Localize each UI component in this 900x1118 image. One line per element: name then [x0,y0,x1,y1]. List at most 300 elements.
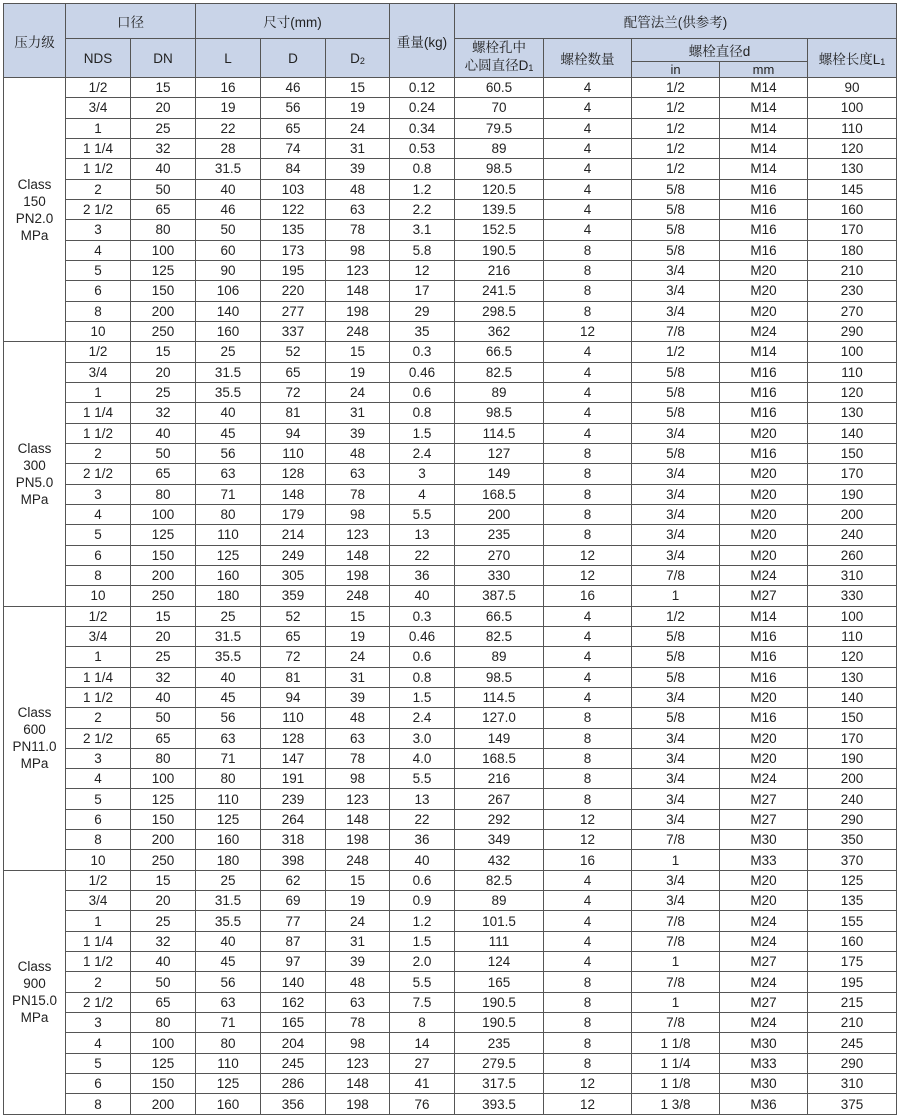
cell-bolt-dia-in: 3/4 [632,891,720,911]
cell-bolt-dia-in: 5/8 [632,647,720,667]
cell-bolt-length: 170 [808,728,897,748]
cell-bolt-circle-d1: 216 [455,260,544,280]
cell-bolt-length: 160 [808,199,897,219]
cell-bolt-length: 150 [808,708,897,728]
cell-weight: 29 [390,301,455,321]
cell-l: 35.5 [196,911,261,931]
cell-bolt-dia-in: 1/2 [632,342,720,362]
cell-l: 63 [196,464,261,484]
cell-l: 160 [196,565,261,585]
header-flange: 配管法兰(供参考) [455,4,897,39]
cell-bolt-count: 8 [544,748,632,768]
table-row [4,98,897,118]
cell-weight: 8 [390,1013,455,1033]
cell-bolt-count: 12 [544,1094,632,1114]
cell-l: 125 [196,1074,261,1094]
cell-dn: 200 [131,301,196,321]
cell-l: 40 [196,403,261,423]
header-dimensions: 尺寸(mm) [196,4,390,39]
cell-l: 35.5 [196,382,261,402]
cell-l: 180 [196,850,261,870]
cell-bolt-circle-d1: 241.5 [455,281,544,301]
cell-l: 31.5 [196,362,261,382]
cell-bolt-dia-mm: M16 [720,179,808,199]
cell-bolt-circle-d1: 190.5 [455,992,544,1012]
cell-d: 162 [261,992,326,1012]
cell-bolt-dia-mm: M20 [720,728,808,748]
cell-l: 35.5 [196,647,261,667]
cell-d: 179 [261,504,326,524]
cell-d: 84 [261,159,326,179]
header-bore: 口径 [66,4,196,39]
table-header [4,4,897,78]
cell-dn: 80 [131,748,196,768]
cell-d2: 63 [326,728,390,748]
cell-d2: 198 [326,830,390,850]
cell-dn: 150 [131,545,196,565]
cell-dn: 150 [131,281,196,301]
cell-d2: 78 [326,1013,390,1033]
cell-bolt-length: 240 [808,789,897,809]
cell-d: 356 [261,1094,326,1114]
cell-bolt-count: 4 [544,118,632,138]
cell-nds: 1 [66,647,131,667]
cell-l: 90 [196,260,261,280]
cell-weight: 4.0 [390,748,455,768]
cell-weight: 5.8 [390,240,455,260]
cell-bolt-dia-mm: M20 [720,525,808,545]
cell-weight: 0.6 [390,870,455,890]
cell-nds: 8 [66,301,131,321]
cell-dn: 125 [131,525,196,545]
cell-d: 359 [261,586,326,606]
cell-dn: 20 [131,891,196,911]
cell-l: 25 [196,606,261,626]
cell-nds: 4 [66,504,131,524]
cell-bolt-circle-d1: 362 [455,321,544,341]
cell-bolt-circle-d1: 101.5 [455,911,544,931]
cell-nds: 5 [66,789,131,809]
cell-bolt-dia-in: 1 1/4 [632,1053,720,1073]
cell-l: 71 [196,1013,261,1033]
cell-bolt-count: 8 [544,992,632,1012]
cell-bolt-count: 4 [544,342,632,362]
cell-nds: 1 [66,118,131,138]
cell-d2: 198 [326,301,390,321]
table-row [4,78,897,98]
cell-bolt-count: 12 [544,321,632,341]
pressure-class-line: MPa [20,756,49,772]
cell-bolt-dia-in: 3/4 [632,504,720,524]
cell-bolt-circle-d1: 111 [455,931,544,951]
cell-d2: 31 [326,931,390,951]
cell-bolt-dia-mm: M20 [720,423,808,443]
cell-d2: 63 [326,199,390,219]
cell-bolt-count: 8 [544,443,632,463]
cell-bolt-count: 16 [544,586,632,606]
cell-bolt-dia-mm: M20 [720,464,808,484]
cell-d: 87 [261,931,326,951]
header-dn: DN [131,39,196,78]
cell-d2: 24 [326,647,390,667]
cell-d: 65 [261,362,326,382]
cell-bolt-dia-mm: M33 [720,850,808,870]
cell-weight: 1.5 [390,423,455,443]
cell-bolt-dia-in: 1 [632,586,720,606]
cell-l: 160 [196,321,261,341]
cell-bolt-circle-d1: 149 [455,728,544,748]
cell-nds: 1 1/2 [66,423,131,443]
cell-bolt-length: 170 [808,464,897,484]
cell-d2: 19 [326,98,390,118]
cell-bolt-length: 110 [808,626,897,646]
table-row [4,321,897,341]
cell-bolt-length: 140 [808,687,897,707]
cell-nds: 1 1/4 [66,138,131,158]
cell-dn: 125 [131,1053,196,1073]
cell-dn: 80 [131,1013,196,1033]
cell-bolt-length: 175 [808,952,897,972]
cell-l: 106 [196,281,261,301]
cell-bolt-count: 8 [544,484,632,504]
cell-bolt-count: 12 [544,545,632,565]
cell-bolt-length: 100 [808,98,897,118]
pressure-class-line: Class [17,959,52,975]
cell-bolt-dia-mm: M16 [720,667,808,687]
cell-bolt-count: 4 [544,891,632,911]
cell-weight: 40 [390,850,455,870]
table-row [4,667,897,687]
cell-weight: 7.5 [390,992,455,1012]
cell-bolt-length: 120 [808,647,897,667]
cell-nds: 1 1/4 [66,403,131,423]
cell-bolt-length: 190 [808,748,897,768]
cell-bolt-circle-d1: 66.5 [455,606,544,626]
table-row [4,850,897,870]
header-nds: NDS [66,39,131,78]
cell-d2: 19 [326,891,390,911]
cell-weight: 0.24 [390,98,455,118]
cell-weight: 36 [390,565,455,585]
cell-nds: 3 [66,220,131,240]
cell-bolt-dia-in: 3/4 [632,423,720,443]
cell-d2: 123 [326,525,390,545]
cell-weight: 0.34 [390,118,455,138]
cell-bolt-dia-mm: M20 [720,891,808,911]
pressure-class-cell [4,606,66,870]
cell-d: 103 [261,179,326,199]
cell-nds: 1 1/2 [66,687,131,707]
table-row [4,972,897,992]
cell-dn: 25 [131,911,196,931]
cell-bolt-dia-mm: M14 [720,159,808,179]
cell-nds: 1 1/2 [66,159,131,179]
cell-nds: 1 1/4 [66,667,131,687]
cell-bolt-count: 8 [544,281,632,301]
cell-d: 305 [261,565,326,585]
cell-bolt-count: 4 [544,931,632,951]
cell-bolt-count: 8 [544,728,632,748]
cell-dn: 20 [131,362,196,382]
cell-weight: 17 [390,281,455,301]
table-row [4,1074,897,1094]
cell-bolt-dia-in: 3/4 [632,809,720,829]
cell-d2: 198 [326,565,390,585]
cell-bolt-dia-in: 1 1/8 [632,1074,720,1094]
cell-nds: 4 [66,1033,131,1053]
pressure-class-line: Class [17,176,52,192]
table-row [4,809,897,829]
cell-bolt-dia-in: 3/4 [632,260,720,280]
cell-bolt-length: 370 [808,850,897,870]
pressure-class-cell [4,78,66,342]
cell-d2: 248 [326,850,390,870]
cell-dn: 200 [131,1094,196,1114]
cell-bolt-count: 4 [544,199,632,219]
cell-bolt-dia-mm: M14 [720,98,808,118]
cell-bolt-circle-d1: 98.5 [455,159,544,179]
header-bolt-diameter: 螺栓直径d [632,39,808,62]
cell-weight: 0.3 [390,606,455,626]
cell-d2: 148 [326,809,390,829]
cell-d: 46 [261,78,326,98]
cell-l: 25 [196,870,261,890]
cell-l: 45 [196,952,261,972]
cell-d: 286 [261,1074,326,1094]
cell-dn: 150 [131,1074,196,1094]
cell-bolt-dia-mm: M16 [720,443,808,463]
cell-bolt-length: 130 [808,403,897,423]
cell-bolt-length: 240 [808,525,897,545]
cell-nds: 2 1/2 [66,464,131,484]
cell-bolt-count: 4 [544,159,632,179]
table-body [4,78,897,1115]
table-row [4,586,897,606]
cell-d2: 148 [326,545,390,565]
cell-weight: 2.0 [390,952,455,972]
cell-weight: 4 [390,484,455,504]
cell-bolt-length: 290 [808,809,897,829]
cell-d2: 48 [326,708,390,728]
table-row [4,891,897,911]
cell-bolt-circle-d1: 60.5 [455,78,544,98]
cell-nds: 8 [66,830,131,850]
cell-weight: 0.12 [390,78,455,98]
cell-d: 52 [261,606,326,626]
cell-d2: 39 [326,687,390,707]
cell-weight: 3.0 [390,728,455,748]
cell-bolt-circle-d1: 279.5 [455,1053,544,1073]
cell-weight: 2.4 [390,443,455,463]
cell-bolt-dia-in: 5/8 [632,240,720,260]
table-row [4,138,897,158]
cell-bolt-length: 110 [808,362,897,382]
cell-bolt-circle-d1: 114.5 [455,423,544,443]
cell-bolt-circle-d1: 89 [455,647,544,667]
table-row [4,1013,897,1033]
cell-bolt-length: 155 [808,911,897,931]
cell-nds: 5 [66,1053,131,1073]
cell-d: 110 [261,443,326,463]
cell-bolt-length: 350 [808,830,897,850]
cell-d: 72 [261,382,326,402]
cell-d2: 148 [326,281,390,301]
cell-weight: 35 [390,321,455,341]
cell-bolt-circle-d1: 292 [455,809,544,829]
cell-bolt-dia-in: 7/8 [632,931,720,951]
cell-bolt-dia-in: 1/2 [632,78,720,98]
cell-bolt-count: 8 [544,1053,632,1073]
cell-bolt-dia-in: 3/4 [632,687,720,707]
cell-bolt-dia-in: 5/8 [632,382,720,402]
cell-bolt-count: 8 [544,972,632,992]
cell-d: 165 [261,1013,326,1033]
cell-bolt-count: 4 [544,362,632,382]
cell-bolt-circle-d1: 66.5 [455,342,544,362]
cell-bolt-length: 375 [808,1094,897,1114]
cell-bolt-dia-mm: M16 [720,626,808,646]
cell-bolt-length: 230 [808,281,897,301]
cell-bolt-length: 130 [808,667,897,687]
cell-d: 204 [261,1033,326,1053]
header-d: D [261,39,326,78]
cell-bolt-dia-in: 1/2 [632,138,720,158]
table-row [4,992,897,1012]
cell-d2: 78 [326,484,390,504]
flange-spec-table [3,3,897,1115]
cell-d: 135 [261,220,326,240]
cell-weight: 1.5 [390,687,455,707]
cell-d: 81 [261,667,326,687]
cell-l: 63 [196,992,261,1012]
cell-bolt-count: 4 [544,870,632,890]
cell-bolt-dia-mm: M20 [720,545,808,565]
cell-bolt-count: 4 [544,667,632,687]
cell-d2: 39 [326,159,390,179]
cell-bolt-length: 170 [808,220,897,240]
cell-d: 195 [261,260,326,280]
cell-weight: 22 [390,809,455,829]
cell-nds: 3 [66,1013,131,1033]
cell-bolt-circle-d1: 82.5 [455,626,544,646]
cell-bolt-dia-in: 1/2 [632,118,720,138]
cell-dn: 80 [131,220,196,240]
cell-dn: 100 [131,769,196,789]
cell-bolt-dia-mm: M24 [720,321,808,341]
cell-l: 45 [196,687,261,707]
cell-d: 94 [261,687,326,707]
cell-d2: 123 [326,260,390,280]
cell-weight: 2.2 [390,199,455,219]
table-row [4,748,897,768]
header-unit-mm: mm [720,61,808,77]
cell-bolt-circle-d1: 82.5 [455,870,544,890]
cell-bolt-dia-in: 5/8 [632,199,720,219]
cell-weight: 0.46 [390,626,455,646]
cell-weight: 0.6 [390,647,455,667]
cell-bolt-count: 8 [544,240,632,260]
pressure-class-cell [4,870,66,1114]
cell-bolt-dia-in: 7/8 [632,565,720,585]
cell-weight: 0.8 [390,403,455,423]
cell-d2: 15 [326,870,390,890]
cell-bolt-length: 245 [808,1033,897,1053]
cell-d2: 15 [326,78,390,98]
cell-bolt-circle-d1: 216 [455,769,544,789]
cell-dn: 32 [131,138,196,158]
cell-d2: 24 [326,382,390,402]
cell-l: 31.5 [196,626,261,646]
cell-nds: 2 [66,443,131,463]
cell-bolt-dia-mm: M27 [720,952,808,972]
cell-bolt-dia-in: 1/2 [632,606,720,626]
cell-bolt-count: 8 [544,504,632,524]
cell-bolt-dia-mm: M16 [720,240,808,260]
cell-bolt-circle-d1: 393.5 [455,1094,544,1114]
cell-bolt-circle-d1: 152.5 [455,220,544,240]
cell-bolt-count: 4 [544,647,632,667]
cell-bolt-dia-mm: M27 [720,992,808,1012]
table-row [4,301,897,321]
cell-bolt-circle-d1: 124 [455,952,544,972]
cell-weight: 0.8 [390,667,455,687]
cell-bolt-circle-d1: 168.5 [455,484,544,504]
cell-bolt-length: 160 [808,931,897,951]
cell-bolt-dia-mm: M20 [720,687,808,707]
cell-bolt-circle-d1: 235 [455,1033,544,1053]
cell-bolt-dia-in: 7/8 [632,911,720,931]
cell-d2: 98 [326,1033,390,1053]
cell-nds: 2 [66,972,131,992]
cell-bolt-count: 8 [544,769,632,789]
cell-dn: 250 [131,321,196,341]
cell-bolt-count: 8 [544,789,632,809]
cell-l: 19 [196,98,261,118]
cell-bolt-dia-mm: M24 [720,931,808,951]
cell-d: 97 [261,952,326,972]
pressure-class-line: PN15.0 [11,993,58,1009]
cell-d: 62 [261,870,326,890]
cell-bolt-dia-in: 1/2 [632,98,720,118]
cell-bolt-circle-d1: 349 [455,830,544,850]
cell-d2: 31 [326,667,390,687]
cell-bolt-length: 110 [808,118,897,138]
cell-bolt-count: 4 [544,626,632,646]
table-row [4,281,897,301]
cell-bolt-circle-d1: 267 [455,789,544,809]
header-d1-line2: 心圆直径D [464,58,529,73]
cell-bolt-dia-mm: M30 [720,1074,808,1094]
table-row [4,464,897,484]
table-row [4,708,897,728]
cell-bolt-length: 200 [808,504,897,524]
cell-bolt-circle-d1: 120.5 [455,179,544,199]
cell-bolt-count: 4 [544,138,632,158]
table-row [4,423,897,443]
cell-d2: 31 [326,138,390,158]
cell-dn: 80 [131,484,196,504]
cell-l: 160 [196,1094,261,1114]
cell-bolt-dia-mm: M36 [720,1094,808,1114]
cell-bolt-dia-mm: M20 [720,301,808,321]
cell-bolt-circle-d1: 387.5 [455,586,544,606]
table-row [4,952,897,972]
cell-bolt-circle-d1: 190.5 [455,1013,544,1033]
cell-bolt-dia-in: 5/8 [632,362,720,382]
cell-weight: 2.4 [390,708,455,728]
cell-bolt-circle-d1: 270 [455,545,544,565]
cell-l: 50 [196,220,261,240]
